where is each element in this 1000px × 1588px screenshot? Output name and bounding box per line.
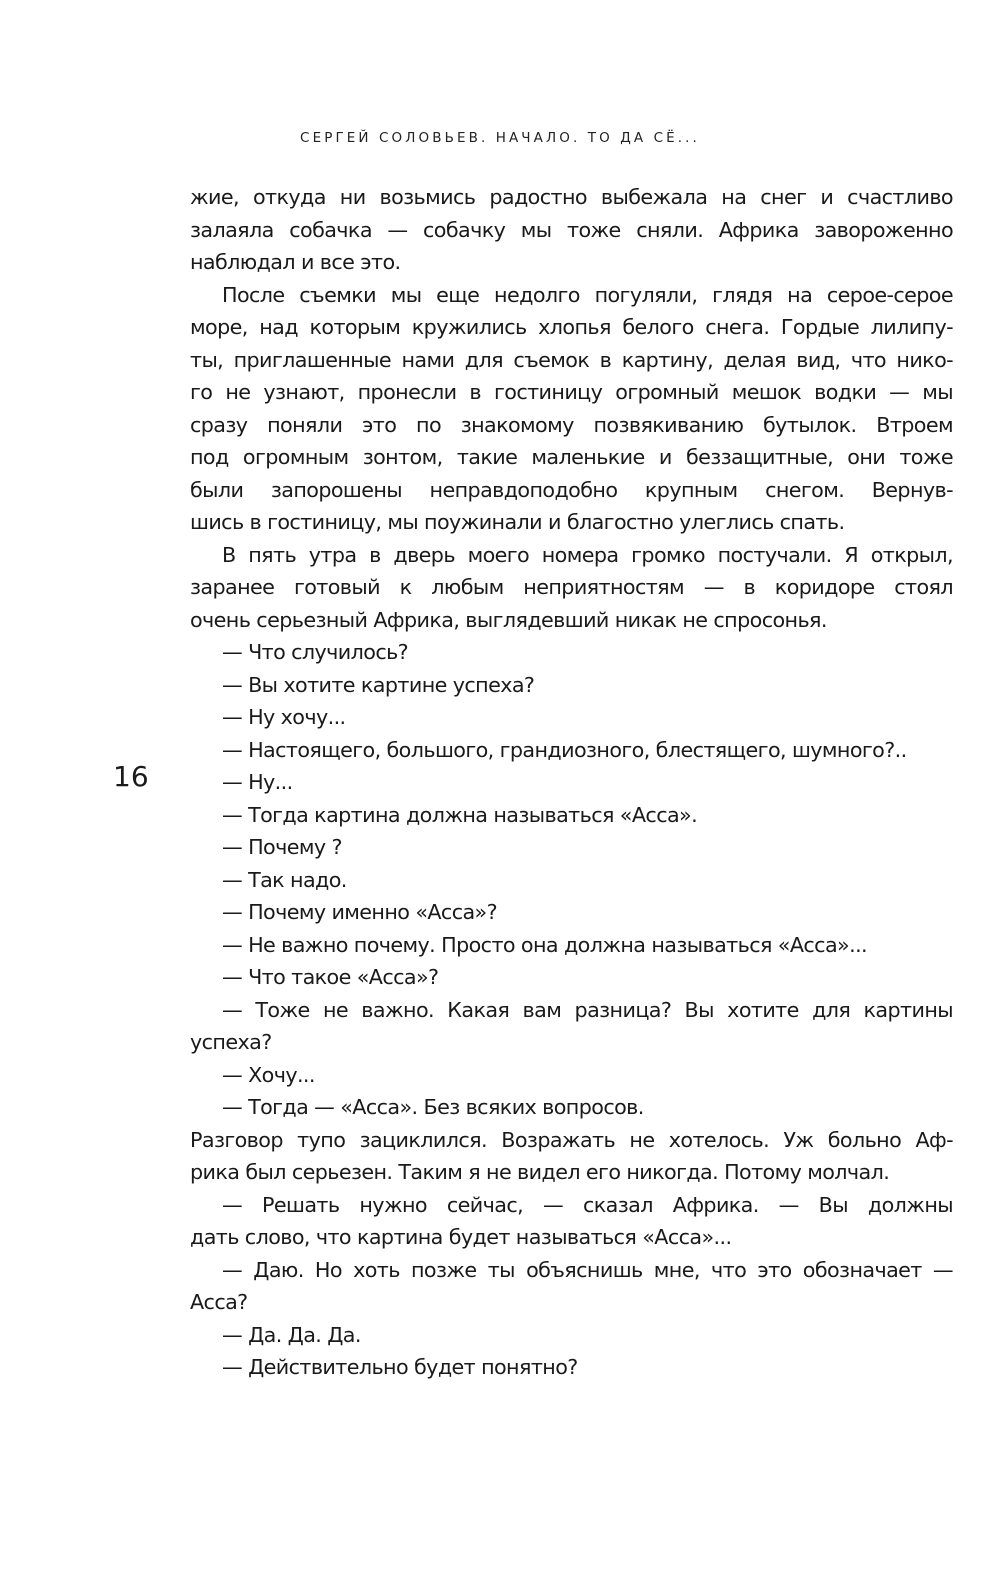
text-line: — Хочу... [222, 1062, 315, 1087]
text-line: рика был серьезен. Таким я не видел его никогда. Потому молчал. [190, 1160, 890, 1184]
text-line: — Так надо. [222, 867, 347, 892]
text-line: — Вы хотите картине успеха? [222, 672, 535, 697]
text-line: — Почему именно «Асса»? [222, 900, 497, 924]
text-line: — Почему ? [222, 835, 342, 859]
text-line: — Что случилось? [222, 640, 409, 664]
text-line: залаяла собачка — собачку мы тоже сняли. Африка завороженно [190, 217, 953, 242]
text-line: море, над которым кружились хлопья белого снега. Гордые лилипу- [190, 315, 953, 339]
text-line: — Не важно почему. Просто она должна называться «Асса»... [222, 932, 868, 957]
text-line: Разговор тупо зациклился. Возражать не хотелось. Уж больно Аф- [190, 1127, 953, 1152]
text-line: шись в гостиницу, мы поужинали и благостно улеглись спать. [190, 510, 845, 534]
text-line: очень серьезный Африка, выглядевший никак не спросонья. [190, 607, 827, 632]
text-line: Асса? [190, 1290, 248, 1314]
text-line: ты, приглашенные нами для съемок в картину, делая вид, что нико- [190, 347, 953, 372]
text-line: — Даю. Но хоть позже ты объяснишь мне, что это обозначает — [222, 1257, 953, 1282]
text-line: го не узнают, пронесли в гостиницу огромный мешок водки — мы [190, 380, 953, 404]
text-line: наблюдал и все это. [190, 250, 401, 274]
text-line: — Что такое «Асса»? [222, 965, 439, 989]
text-line: — Действительно будет понятно? [222, 1355, 578, 1379]
text-line: — Тоже не важно. Какая вам разница? Вы хотите для картины [222, 997, 953, 1022]
text-line: — Ну хочу... [222, 705, 346, 729]
text-line: — Решать нужно сейчас, — сказал Африка. — Вы должны [222, 1192, 953, 1217]
text-line: под огромным зонтом, такие маленькие и беззащитные, они тоже [190, 445, 953, 469]
text-line: жие, откуда ни возьмись радостно выбежала на снег и счастливо [190, 185, 953, 209]
text-line: дать слово, что картина будет называться «Асса»... [190, 1225, 732, 1249]
text-line: После съемки мы еще недолго погуляли, глядя на серое-серое [222, 282, 953, 307]
body-text [190, 181, 953, 1384]
text-line: сразу поняли это по знакомому позвякиванию бутылок. Втроем [190, 412, 953, 437]
text-line: успеха? [190, 1030, 272, 1054]
text-line: были запорошены неправдоподобно крупным снегом. Вернув- [190, 477, 953, 502]
text-line: — Тогда — «Асса». Без всяких вопросов. [222, 1095, 644, 1119]
text-line: — Тогда картина должна называться «Асса». [222, 802, 698, 827]
page-number: 16 [113, 760, 149, 793]
text-line: — Ну... [222, 770, 293, 794]
text-line: — Настоящего, большого, грандиозного, блестящего, шумного?.. [222, 737, 907, 762]
text-line: — Да. Да. Да. [222, 1322, 361, 1347]
text-line: заранее готовый к любым неприятностям — в коридоре стоял [190, 575, 953, 599]
text-line: В пять утра в дверь моего номера громко постучали. Я открыл, [222, 542, 953, 567]
running-head: СЕРГЕЙ СОЛОВЬЕВ. НАЧАЛО. ТО ДА СЁ... [300, 130, 700, 146]
